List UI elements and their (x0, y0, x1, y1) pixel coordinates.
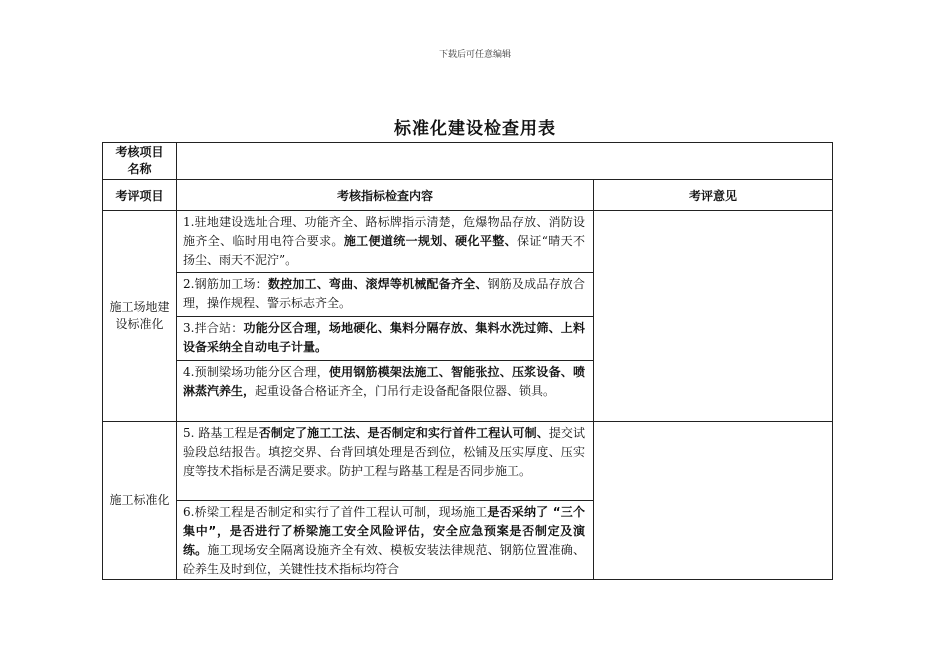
project-name-label: 考核项目名称 (103, 143, 177, 180)
item-text: 保证“晴天不扬尘、雨天不泥泞”。 (183, 234, 585, 267)
item-bold-text: 是否采纳了 “三个集中”，是否进行了桥梁施工安全风险评估，安全应急预案是否制定及演练。 (183, 505, 585, 557)
opinion-cell-construction[interactable] (594, 422, 833, 580)
category-cell-site: 施工场地建设标准化 (103, 211, 177, 422)
inspection-table (102, 142, 833, 580)
item-text: 3.拌合站： (183, 321, 244, 335)
checklist-item-2 (177, 273, 594, 317)
item-text: 4.预制梁场功能分区合理， (183, 365, 329, 379)
item-bold-text: 数控加工、弯曲、滚焊等机械配备齐全、 (267, 277, 488, 291)
col-header-content: 考核指标检查内容 (177, 180, 594, 211)
item-bold-text: 使用钢筋模架法施工、智能张拉、压浆设备、喷淋蒸汽养生， (183, 365, 585, 398)
checklist-item-4 (177, 361, 594, 422)
item-text: 2.钢筋加工场： (183, 277, 268, 291)
checklist-item-6 (177, 501, 594, 580)
category-cell-construction: 施工标准化 (103, 422, 177, 580)
item-bold-text: 否制定了施工工法、是否制定和实行首件工程认可制、 (258, 426, 549, 440)
item-text: 起重设备合格证齐全，门吊行走设备配备限位器、锁具。 (255, 384, 556, 398)
col-header-category: 考评项目 (103, 180, 177, 211)
checklist-item-1 (177, 211, 594, 273)
item-text: 5. 路基工程是 (183, 426, 259, 440)
table-row (103, 211, 833, 273)
header-note: 下载后可任意编辑 (438, 50, 511, 60)
item-text: 提交试验段总结报告。填挖交界、台背回填处理是否到位，松铺及压实厚度、压实度等技术指标是否满足要求。防护工程与路基工程是否同步施工。 (183, 426, 585, 478)
item-text: 钢筋及成品存放合理，操作规程、警示标志齐全。 (183, 277, 585, 310)
col-header-opinion: 考评意见 (594, 180, 833, 211)
item-text: 6.桥梁工程是否制定和实行了首件工程认可制，现场施工 (183, 505, 488, 519)
page-title: 标准化建设检查用表 (394, 119, 556, 139)
item-text: 施工现场安全隔离设施齐全有效、模板安装法律规范、钢筋位置准确、砼养生及时到位，关键性技术指标均符合 (183, 543, 585, 576)
checklist-item-3 (177, 317, 594, 361)
opinion-cell-site[interactable] (594, 211, 833, 422)
column-header-row (103, 180, 833, 211)
project-name-row (103, 143, 833, 180)
table-row (103, 422, 833, 501)
item-clip (183, 503, 585, 577)
item-bold-text: 功能分区合理，场地硬化、集料分隔存放、集料水洗过筛、上料设备采纳全自动电子计量。 (183, 321, 585, 354)
project-name-field[interactable] (177, 143, 833, 180)
item-text: 1.驻地建设选址合理、功能齐全、路标牌指示清楚，危爆物品存放、消防设施齐全、临时用电符合要求。 (183, 215, 585, 248)
item-bold-text: 施工便道统一规划、硬化平整、 (343, 234, 517, 248)
checklist-item-5 (177, 422, 594, 501)
